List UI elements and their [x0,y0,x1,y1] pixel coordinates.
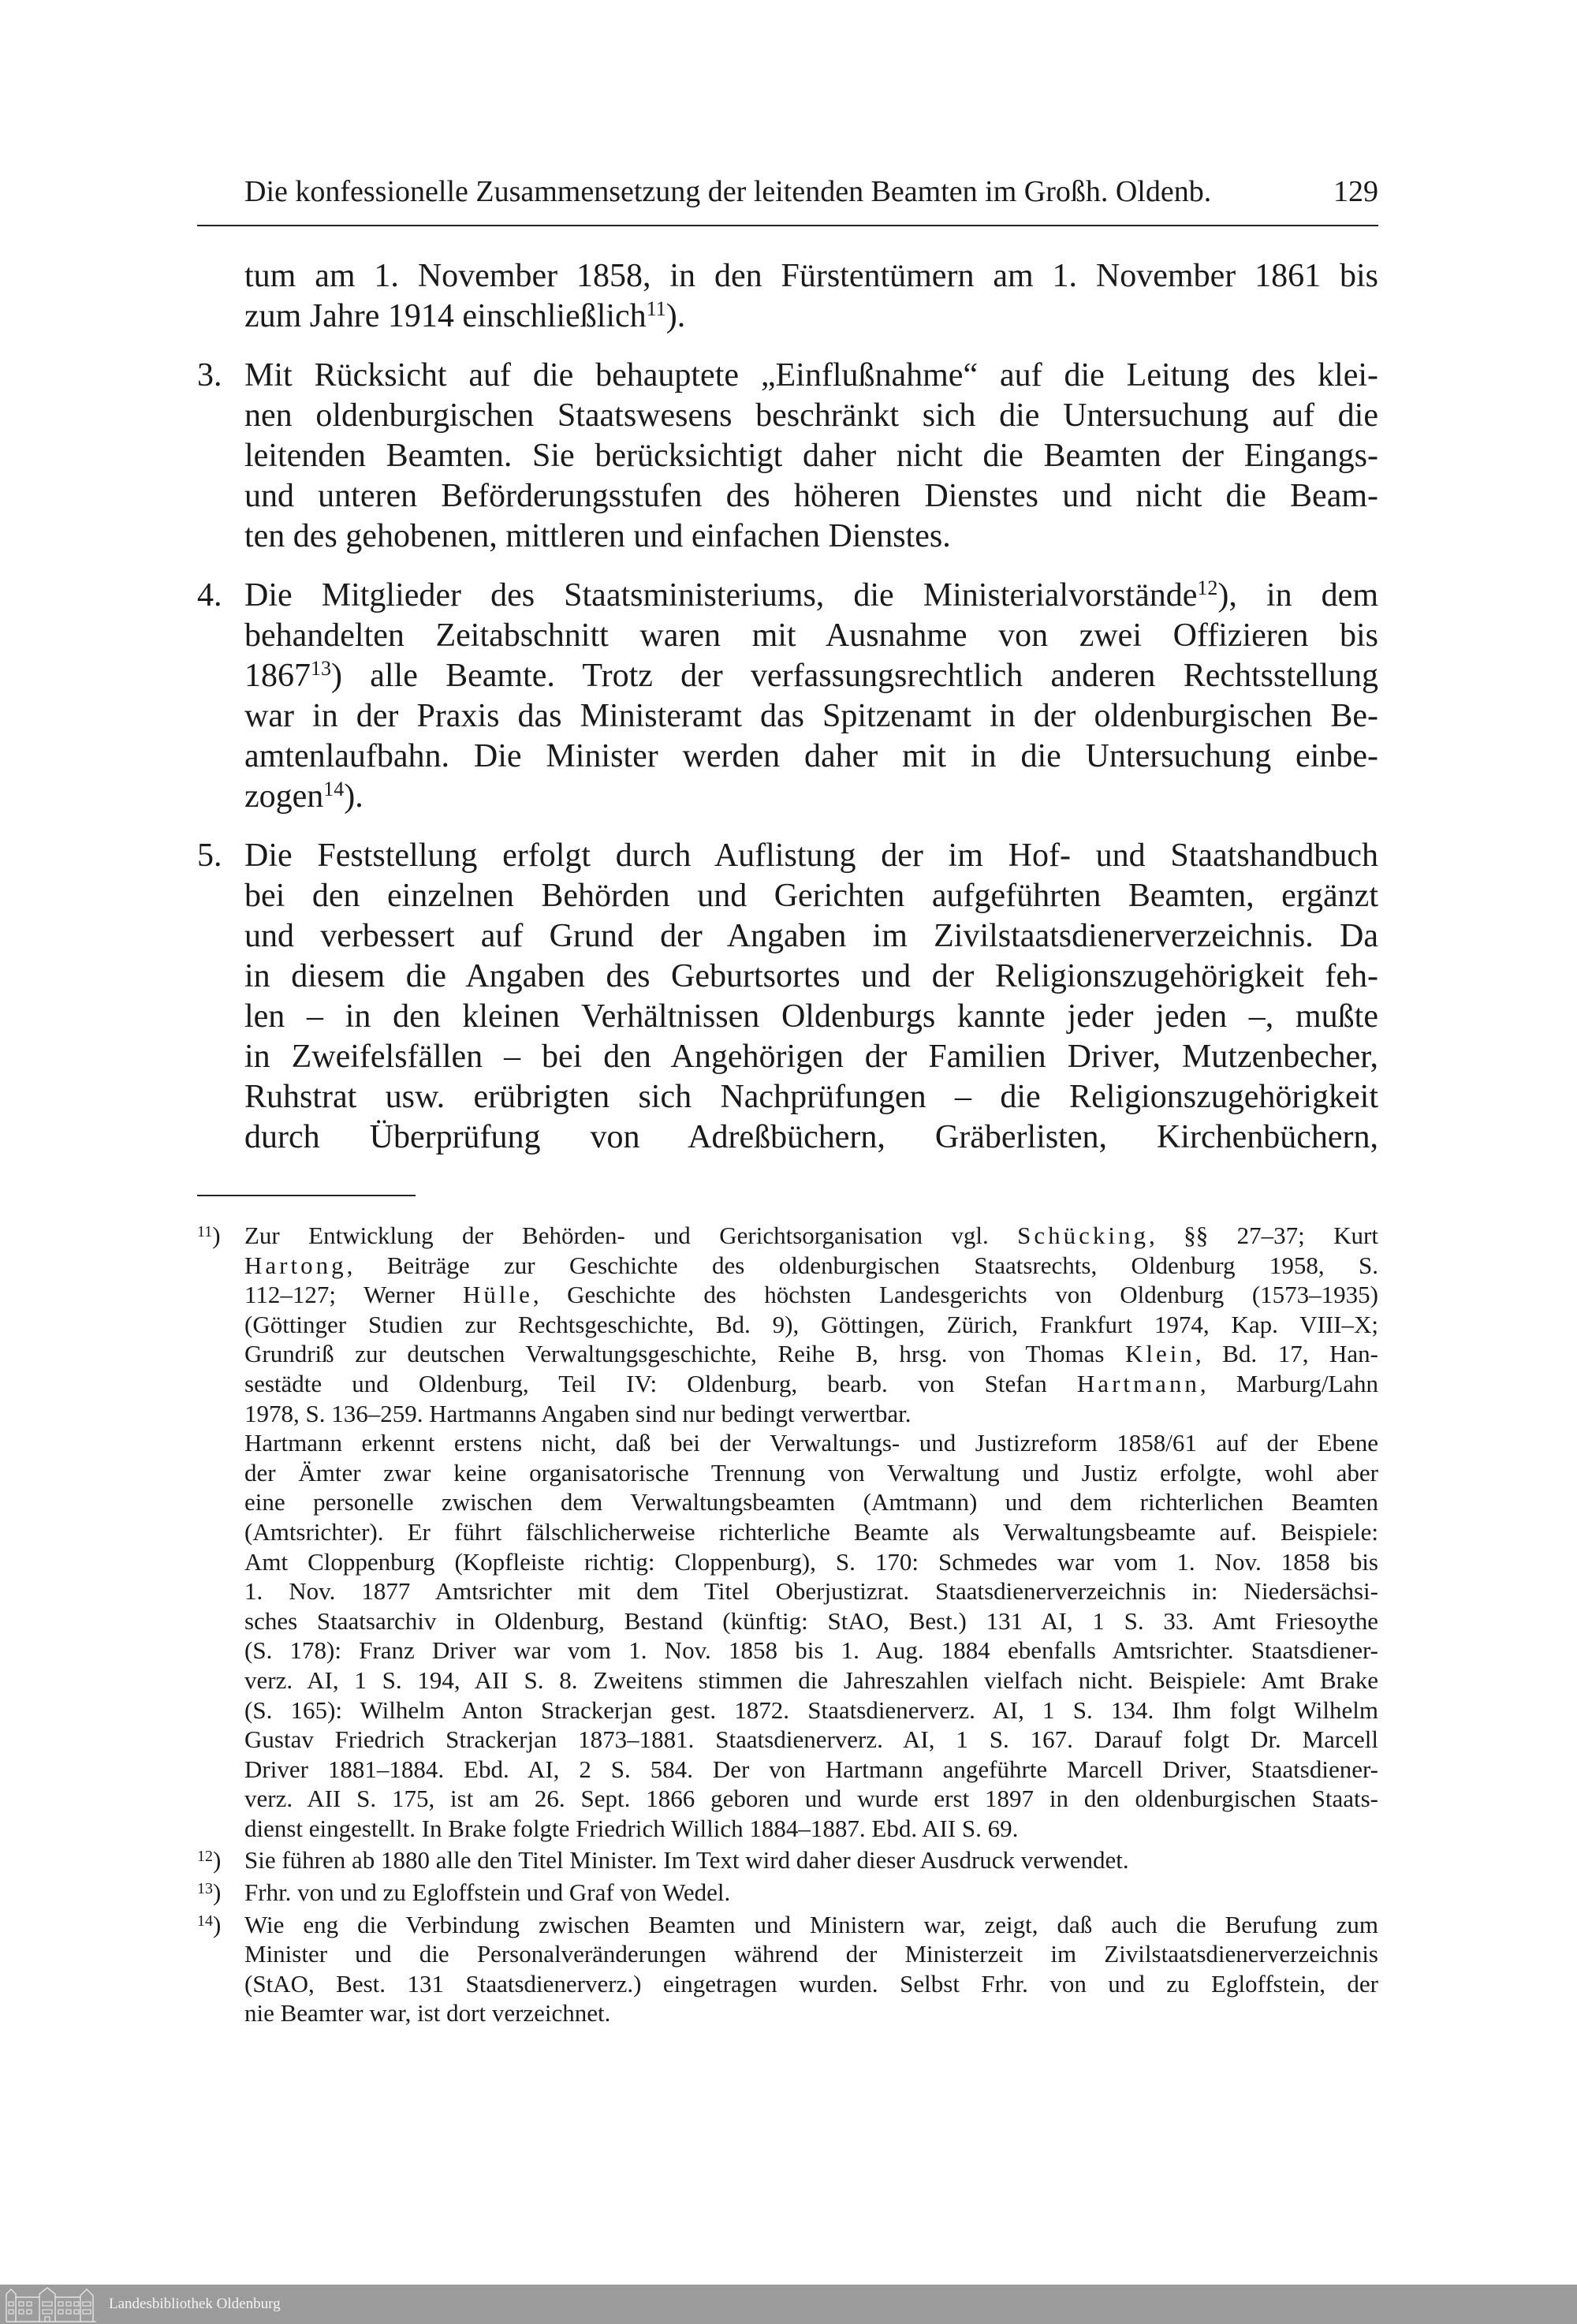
paragraph-number: 3. [197,357,222,394]
footnote-reference[interactable]: 14 [323,778,345,800]
text-line: Mit Rücksicht auf die behauptete „Einflußnahme“ auf die Leitung des klei- [244,357,1378,394]
spaced-author-name: Hartmann [1076,1369,1200,1397]
footnote-line: Sie führen ab 1880 alle den Titel Minister. Im Text wird daher dieser Ausdruck verwendet. [244,1846,1129,1874]
footnote-line: der Ämter zwar keine organisatorische Trennung von Verwaltung und Justiz erfolgte, wohl aber [244,1458,1378,1487]
footnote-reference[interactable]: 11 [646,297,666,320]
numbered-paragraph [197,256,1378,337]
text-line: war in der Praxis das Ministeramt das Spitzenamt in der oldenburgischen Be- [244,698,1378,734]
footnote-line: dienst eingestellt. In Brake folgte Friedrich Willich 1884–1887. Ebd. AII S. 69. [244,1814,1019,1842]
footnote-reference[interactable]: 12 [1197,576,1218,599]
text-segment: , §§ 27–37; Kurt [1149,1222,1378,1249]
footnote-number: $^{13}$) [197,1878,222,1907]
text-segment: Grundriß zur deutschen Verwaltungsgeschichte, Reihe B, hrsg. von Thomas [244,1340,1125,1368]
text-segment: ). [665,298,686,334]
page-number: 129 [1333,175,1378,208]
spaced-author-name: Schücking [1017,1222,1150,1249]
footnote [197,1221,1378,1843]
text-segment: ). [344,778,363,815]
text-line [244,576,1378,616]
text-line: Die Feststellung erfolgt durch Auflistung der im Hof- und Staatshandbuch [244,837,1378,874]
library-building-logo [5,2286,98,2322]
footnote-reference[interactable]: 13 [311,657,331,680]
footnote-line: Driver 1881–1884. Ebd. AI, 2 S. 584. Der von Hartmann angeführte Marcell Driver, Staatsdiener- [244,1755,1378,1783]
text-segment: zogen [244,778,324,815]
footnote-number-text: 11 [197,1223,213,1240]
text-line: bei den einzelnen Behörden und Gerichten aufgeführten Beamten, ergänzt [244,878,1378,914]
footnote-number-text: 13 [197,1880,213,1898]
text-line [244,297,1378,337]
text-segment: , Beiträge zur Geschichte des oldenburgischen Staatsrechts, Oldenburg 1958, S. [346,1251,1378,1279]
numbered-paragraph [197,356,1378,557]
spaced-author-name: Hartong [244,1251,347,1279]
footnote-line [244,1339,1378,1369]
running-header [244,172,1378,211]
footnote-line [244,1251,1378,1281]
text-segment: , Bd. 17, Han- [1195,1340,1378,1368]
footnote-line: (Amtsrichter). Er führt fälschlicherweise richterliche Beamte als Verwaltungsbeamte auf. Beispiele: [244,1517,1378,1546]
footnote-number: $^{12}$) [197,1846,222,1874]
text-segment: Zur Entwicklung der Behörden- und Gerichtsorganisation vgl. [244,1222,1018,1249]
numbered-paragraph [197,836,1378,1158]
spaced-author-name: Hülle [462,1281,533,1309]
footnote-line: (Göttinger Studien zur Rechtsgeschichte, Bd. 9), Göttingen, Zürich, Frankfurt 1974, Kap. VIII–X; [244,1310,1378,1338]
footnote-line [244,1280,1378,1310]
footnote-line: Frhr. von und zu Egloffstein und Graf von Wedel. [244,1878,731,1907]
footnote-separator [197,1195,416,1196]
text-line: behandelten Zeitabschnitt waren mit Ausnahme von zwei Offizieren bis [244,617,1378,654]
text-line: amtenlaufbahn. Die Minister werden daher mit in die Untersuchung einbe- [244,738,1378,774]
text-line: leitenden Beamten. Sie berücksichtigt daher nicht die Beamten der Eingangs- [244,438,1378,474]
paragraph-number: 4. [197,577,222,614]
text-line: ten des gehobenen, mittleren und einfachen Dienstes. [244,518,951,554]
footnote-line: (S. 165): Wilhelm Anton Strackerjan gest. 1872. Staatsdienerverz. AI, 1 S. 134. Ihm folgt Wilhelm [244,1695,1378,1724]
text-line: in diesem die Angaben des Geburtsortes und der Religionszugehörigkeit feh- [244,958,1378,994]
footnote-line: verz. AII S. 175, ist am 26. Sept. 1866 geboren und wurde erst 1897 in den oldenburgischen Staats- [244,1785,1378,1813]
footnote-number: $^{14}$) [197,1910,222,1938]
footnote [197,1845,1378,1875]
text-line: Ruhstrat usw. erübrigten sich Nachprüfungen – die Religionszugehörigkeit [244,1079,1378,1115]
text-segment: ), in dem [1217,577,1378,614]
spaced-author-name: Klein [1125,1340,1195,1368]
footnote-line: sches Staatsarchiv in Oldenburg, Bestand (künftig: StAO, Best.) 131 AI, 1 S. 33. Amt Friesoythe [244,1606,1378,1635]
header-rule [197,225,1378,226]
text-line: durch Überprüfung von Adreßbüchern, Gräberlisten, Kirchenbüchern, [244,1119,1378,1155]
numbered-paragraph [197,576,1378,817]
footnote-line: eine personelle zwischen dem Verwaltungsbeamten (Amtmann) und dem richterlichen Beamten [244,1488,1378,1516]
text-segment: , Geschichte des höchsten Landesgerichts von Oldenburg (1573–1935) [532,1281,1378,1309]
text-line [244,777,1378,817]
paragraph-number: 5. [197,837,222,874]
library-name: Landesbibliothek Oldenburg [109,2296,281,2312]
footnote-number-text: 14 [197,1912,213,1930]
footnote-number: $^{11}$) [197,1222,221,1249]
text-segment: , Marburg/Lahn [1199,1369,1378,1397]
footnote-line: nie Beamter war, ist dort verzeichnet. [244,1999,611,2027]
footnote-line: verz. AI, 1 S. 194, AII S. 8. Zweitens stimmen die Jahreszahlen vielfach nicht. Beispiele: Amt Brake [244,1666,1378,1694]
text-segment: ) alle Beamte. Trotz der verfassungsrechtlich anderen Rechtsstellung [331,658,1378,694]
footnote [197,1910,1378,2028]
library-footer-bar [0,2285,1577,2324]
footnote-line: Gustav Friedrich Strackerjan 1873–1881. Staatsdienerverz. AI, 1 S. 167. Darauf folgt Dr. Marcell [244,1725,1378,1754]
text-line: in Zweifelsfällen – bei den Angehörigen der Familien Driver, Mutzenbecher, [244,1039,1378,1075]
footnote-line: (S. 178): Franz Driver war vom 1. Nov. 1858 bis 1. Aug. 1884 ebenfalls Amtsrichter. Staatsdiener- [244,1636,1378,1665]
footnote-line: Amt Cloppenburg (Kopfleiste richtig: Cloppenburg), S. 170: Schmedes war vom 1. Nov. 1858 bis [244,1547,1378,1576]
main-text [197,256,1378,1177]
text-segment: sestädte und Oldenburg, Teil IV: Oldenburg, bearb. von Stefan [244,1369,1077,1397]
text-line [244,656,1378,696]
footnote-line: 1. Nov. 1877 Amtsrichter mit dem Titel Oberjustizrat. Staatsdienerverzeichnis in: Niedersächsi- [244,1577,1378,1606]
footnote-number-text: 12 [197,1848,213,1866]
text-segment: zum Jahre 1914 einschließlich [244,298,647,334]
text-line: nen oldenburgischen Staatswesens beschränkt sich die Untersuchung auf die [244,397,1378,434]
footnote-line: 1978, S. 136–259. Hartmanns Angaben sind nur bedingt verwertbar. [244,1399,912,1427]
footnote [197,1878,1378,1908]
footnote-line: Minister und die Personalveränderungen während der Ministerzeit im Zivilstaatsdienerverzeichnis [244,1940,1378,1968]
footnote-line [244,1221,1378,1251]
text-line: tum am 1. November 1858, in den Fürstentümern am 1. November 1861 bis [244,258,1378,294]
running-title: Die konfessionelle Zusammensetzung der leitenden Beamten im Großh. Oldenb. [244,175,1212,208]
text-line: und unteren Beförderungsstufen des höheren Dienstes und nicht die Beam- [244,478,1378,514]
text-segment: 1867 [244,658,311,694]
footnotes [197,1221,1378,2031]
text-line: len – in den kleinen Verhältnissen Oldenburgs kannte jeder jeden –, mußte [244,998,1378,1035]
text-segment: Die Mitglieder des Staatsministeriums, die Ministerialvorstände [244,577,1198,614]
text-line: und verbessert auf Grund der Angaben im Zivilstaatsdienerverzeichnis. Da [244,918,1378,954]
footnote-line: Hartmann erkennt erstens nicht, daß bei der Verwaltungs- und Justizreform 1858/61 auf der Ebene [244,1429,1378,1457]
text-segment: 112–127; Werner [244,1281,463,1309]
footnote-line [244,1369,1378,1399]
footnote-line: (StAO, Best. 131 Staatsdienerverz.) eingetragen wurden. Selbst Frhr. von und zu Egloffstein, der [244,1969,1378,1998]
footnote-line: Wie eng die Verbindung zwischen Beamten und Ministern war, zeigt, daß auch die Berufung zum [244,1910,1378,1938]
